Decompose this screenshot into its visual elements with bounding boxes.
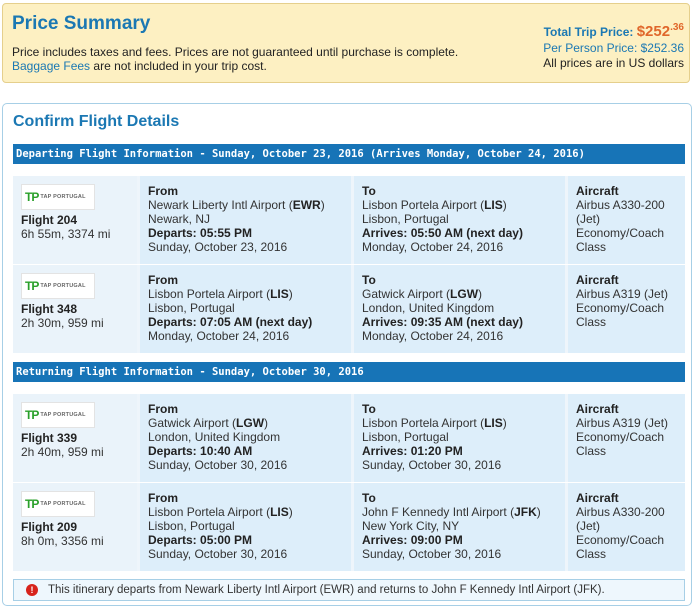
departure-time: Departs: 05:55 PM bbox=[148, 226, 253, 240]
itinerary-notice-text: This itinerary departs from Newark Liberty Intl Airport (EWR) and returns to John F Kennedy Intl Airport (JFK). bbox=[48, 584, 605, 596]
arrival-date: Sunday, October 30, 2016 bbox=[362, 458, 502, 472]
airline-logo bbox=[21, 273, 95, 299]
flight-row-2 bbox=[13, 265, 685, 354]
baggage-fees-link[interactable]: Baggage Fees bbox=[12, 59, 91, 73]
from-cell bbox=[140, 394, 351, 482]
warning-icon: ! bbox=[26, 584, 38, 596]
from-city: London, United Kingdom bbox=[148, 430, 281, 444]
from-label: From bbox=[148, 491, 178, 505]
airline-logo-mark: TP bbox=[25, 279, 39, 293]
baggage-note bbox=[12, 59, 267, 73]
to-airport: John F Kennedy Intl Airport (JFK) bbox=[362, 505, 541, 519]
flight-number: Flight 204 bbox=[21, 213, 78, 227]
aircraft-type: Airbus A330-200 (Jet) bbox=[576, 198, 665, 226]
flight-row-4 bbox=[13, 483, 685, 572]
departure-time: Departs: 05:00 PM bbox=[148, 533, 253, 547]
to-cell bbox=[354, 394, 565, 482]
flight-number: Flight 209 bbox=[21, 520, 78, 534]
total-dollars: $252 bbox=[636, 23, 671, 40]
to-city: London, United Kingdom bbox=[362, 301, 495, 315]
departure-date: Sunday, October 30, 2016 bbox=[148, 547, 288, 561]
from-label: From bbox=[148, 402, 178, 416]
flight-info-cell bbox=[13, 265, 137, 353]
aircraft-cell bbox=[568, 265, 685, 353]
departure-time: Departs: 10:40 AM bbox=[148, 444, 253, 458]
aircraft-label: Aircraft bbox=[576, 402, 619, 416]
aircraft-cell bbox=[568, 394, 685, 482]
flight-row-3 bbox=[13, 394, 685, 483]
airline-logo-name: TAP PORTUGAL bbox=[40, 501, 86, 507]
arrival-date: Sunday, October 30, 2016 bbox=[362, 547, 502, 561]
from-cell bbox=[140, 176, 351, 264]
flight-info-cell bbox=[13, 176, 137, 264]
arrival-time: Arrives: 09:00 PM bbox=[362, 533, 463, 547]
to-label: To bbox=[362, 273, 376, 287]
to-city: Lisbon, Portugal bbox=[362, 212, 449, 226]
airline-logo-name: TAP PORTUGAL bbox=[40, 194, 86, 200]
departing-header: Departing Flight Information - Sunday, October 23, 2016 (Arrives Monday, October 24, 2016) bbox=[13, 144, 685, 164]
aircraft-type: Airbus A319 (Jet) bbox=[576, 287, 669, 301]
aircraft-type: Airbus A330-200 (Jet) bbox=[576, 505, 665, 533]
from-airport: Lisbon Portela Airport (LIS) bbox=[148, 287, 293, 301]
to-city: New York City, NY bbox=[362, 519, 460, 533]
airline-logo-mark: TP bbox=[25, 190, 39, 204]
airline-logo-name: TAP PORTUGAL bbox=[40, 412, 86, 418]
flight-duration: 2h 30m, 959 mi bbox=[21, 316, 104, 330]
to-label: To bbox=[362, 402, 376, 416]
departure-date: Sunday, October 30, 2016 bbox=[148, 458, 288, 472]
cabin-class: Economy/Coach Class bbox=[576, 226, 665, 254]
departure-date: Sunday, October 23, 2016 bbox=[148, 240, 288, 254]
aircraft-label: Aircraft bbox=[576, 184, 619, 198]
from-airport: Lisbon Portela Airport (LIS) bbox=[148, 505, 293, 519]
itinerary-notice bbox=[13, 579, 685, 601]
aircraft-cell bbox=[568, 176, 685, 264]
to-city: Lisbon, Portugal bbox=[362, 430, 449, 444]
cabin-class: Economy/Coach Class bbox=[576, 301, 665, 329]
departure-date: Monday, October 24, 2016 bbox=[148, 329, 290, 343]
cabin-class: Economy/Coach Class bbox=[576, 533, 665, 561]
flight-info-cell bbox=[13, 394, 137, 482]
flight-details-panel bbox=[2, 103, 692, 606]
airline-logo bbox=[21, 402, 95, 428]
price-disclaimer: Price includes taxes and fees. Prices are not guaranteed until purchase is complete. bbox=[12, 45, 459, 59]
price-summary-panel bbox=[2, 3, 690, 83]
arrival-date: Monday, October 24, 2016 bbox=[362, 240, 504, 254]
price-totals bbox=[543, 22, 684, 70]
from-city: Lisbon, Portugal bbox=[148, 301, 235, 315]
flight-number: Flight 339 bbox=[21, 431, 78, 445]
aircraft-label: Aircraft bbox=[576, 491, 619, 505]
baggage-note-text: are not included in your trip cost. bbox=[90, 59, 267, 73]
to-label: To bbox=[362, 184, 376, 198]
from-cell bbox=[140, 483, 351, 571]
aircraft-type: Airbus A319 (Jet) bbox=[576, 416, 669, 430]
airline-logo bbox=[21, 184, 95, 210]
flight-duration: 6h 55m, 3374 mi bbox=[21, 227, 111, 241]
from-city: Newark, NJ bbox=[148, 212, 211, 226]
from-label: From bbox=[148, 184, 178, 198]
total-cents: .36 bbox=[670, 22, 684, 33]
flight-row-1 bbox=[13, 176, 685, 265]
to-label: To bbox=[362, 491, 376, 505]
returning-header: Returning Flight Information - Sunday, October 30, 2016 bbox=[13, 362, 685, 382]
airline-logo bbox=[21, 491, 95, 517]
to-airport: Gatwick Airport (LGW) bbox=[362, 287, 483, 301]
airline-logo-mark: TP bbox=[25, 408, 39, 422]
arrival-time: Arrives: 01:20 PM bbox=[362, 444, 463, 458]
to-cell bbox=[354, 265, 565, 353]
flight-duration: 8h 0m, 3356 mi bbox=[21, 534, 104, 548]
flight-info-cell bbox=[13, 483, 137, 571]
to-cell bbox=[354, 176, 565, 264]
to-airport: Lisbon Portela Airport (LIS) bbox=[362, 198, 507, 212]
total-trip-price bbox=[543, 22, 684, 40]
from-label: From bbox=[148, 273, 178, 287]
currency-note: All prices are in US dollars bbox=[543, 56, 684, 70]
from-city: Lisbon, Portugal bbox=[148, 519, 235, 533]
from-airport: Newark Liberty Intl Airport (EWR) bbox=[148, 198, 325, 212]
departure-time: Departs: 07:05 AM (next day) bbox=[148, 315, 313, 329]
arrival-date: Monday, October 24, 2016 bbox=[362, 329, 504, 343]
cabin-class: Economy/Coach Class bbox=[576, 430, 665, 458]
from-airport: Gatwick Airport (LGW) bbox=[148, 416, 269, 430]
to-airport: Lisbon Portela Airport (LIS) bbox=[362, 416, 507, 430]
price-summary-title: Price Summary bbox=[12, 13, 151, 34]
from-cell bbox=[140, 265, 351, 353]
arrival-time: Arrives: 09:35 AM (next day) bbox=[362, 315, 523, 329]
aircraft-label: Aircraft bbox=[576, 273, 619, 287]
airline-logo-mark: TP bbox=[25, 497, 39, 511]
per-person-price: Per Person Price: $252.36 bbox=[543, 41, 684, 55]
aircraft-cell bbox=[568, 483, 685, 571]
airline-logo-name: TAP PORTUGAL bbox=[40, 283, 86, 289]
flight-details-title: Confirm Flight Details bbox=[13, 113, 180, 130]
to-cell bbox=[354, 483, 565, 571]
arrival-time: Arrives: 05:50 AM (next day) bbox=[362, 226, 523, 240]
flight-number: Flight 348 bbox=[21, 302, 78, 316]
total-trip-price-value bbox=[637, 23, 684, 40]
flight-duration: 2h 40m, 959 mi bbox=[21, 445, 104, 459]
total-trip-price-label: Total Trip Price: bbox=[543, 25, 637, 39]
